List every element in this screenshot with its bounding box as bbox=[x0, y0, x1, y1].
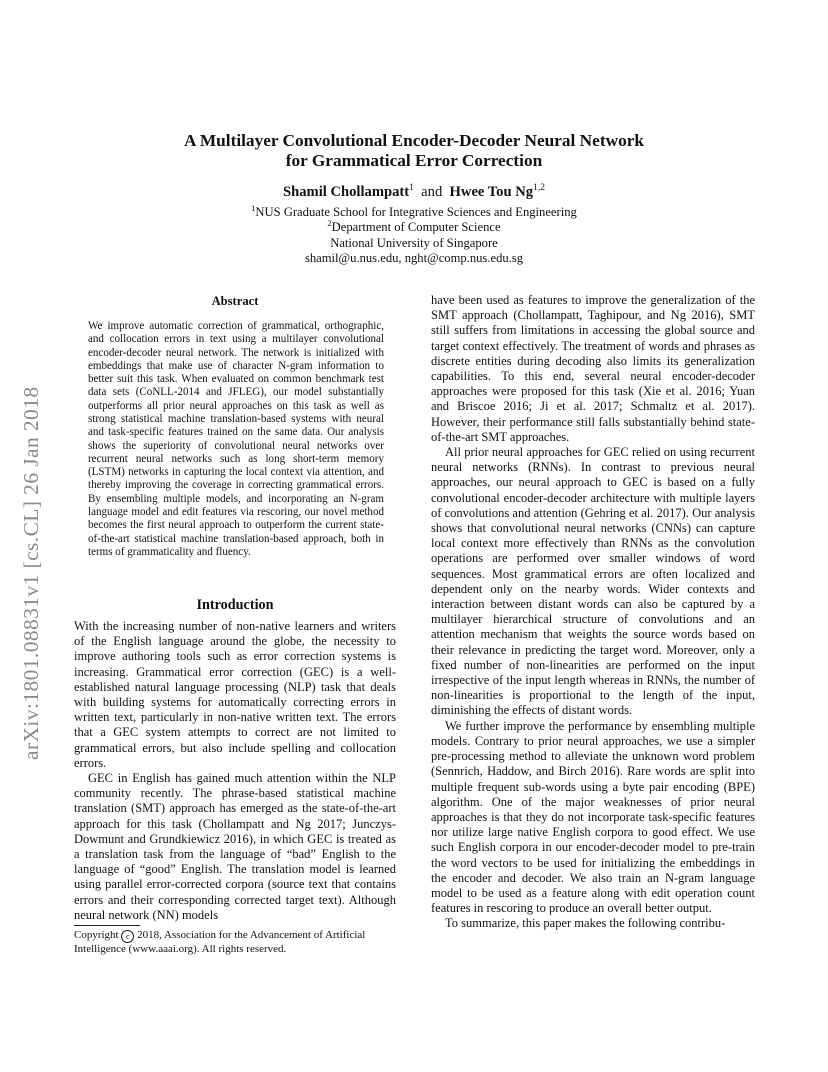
author-emails: shamil@u.nus.edu, nght@comp.nus.edu.sg bbox=[304, 250, 524, 265]
copyright-footnote: Copyright c 2018, Association for the Advancement of Artificial Intelligence (www.aaai.org). All rights reserved. bbox=[74, 929, 366, 955]
author-conjunction: and bbox=[421, 184, 443, 200]
affiliation-line: National University of Singapore bbox=[330, 235, 498, 250]
body-paragraph: To summarize, this paper makes the following contribu- bbox=[445, 916, 726, 931]
title-line-1: A Multilayer Convolutional Encoder-Decoder Neural Network bbox=[184, 131, 644, 150]
author-2-affiliation-mark: 1,2 bbox=[533, 183, 545, 193]
intro-paragraph-2: GEC in English has gained much attention within the NLP community recently. The phrase-based statistical machine translation (SMT) approach has emerged as the state-of-the-art approach for this task (Chollampatt and Ng 2017; Junczys-Dowmunt and Grundkiewicz 2016), in which GEC is treated as a translation task from the language of “bad” English to the language of “good” English. The translation model is learned using parallel error-corrected corpora (source text that contains errors and their corresponding corrected target text). Although neural network (NN) models bbox=[74, 771, 396, 922]
author-line bbox=[74, 183, 754, 201]
author-1-name: Shamil Chollampatt bbox=[283, 184, 410, 200]
body-paragraph: have been used as features to improve the generalization of the SMT approach (Chollampatt, Taghipour, and Ng 2016), SMT still suffers from limitations in accessing the global source and target context effectively. The treatment of words and phrases as discrete entities during decoding also limits its generalization capabilities. To this end, several neural encoder-decoder approaches were proposed for this task (Xie et al. 2016; Yuan and Briscoe 2016; Ji et al. 2017; Schmaltz et al. 2017). However, their performance still falls substantially behind state-of-the-art SMT approaches. bbox=[431, 293, 755, 444]
author-2-name: Hwee Tou Ng bbox=[449, 184, 534, 200]
affiliations bbox=[74, 205, 754, 266]
body-paragraph: All prior neural approaches for GEC relied on using recurrent neural networks (RNNs). In contrast to previous neural approaches, our neural approach to GEC is based on a fully convolutional encoder-decoder architecture with multiple layers of convolutions and attention (Gehring et al. 2017). Our analysis shows that convolutional neural networks (CNNs) can capture local context more effectively than RNNs as the convolution operations are performed over smaller windows of word sequences. Most grammatical errors are often localized and dependent only on the nearby words. Wider contexts and interaction between distant words can also be captured by a multilayer hierarchical structure of convolutions and an attention mechanism that weights the source words based on their relevance in predicting the target word. Moreover, only a fixed number of non-linearities are performed on the input irrespective of the input length whereas in RNNs, the number of non-linearities is proportional to the length of the input, diminishing the effects of distant words. bbox=[431, 445, 755, 718]
right-column-text bbox=[431, 293, 755, 932]
left-column-text bbox=[74, 619, 396, 923]
affiliation-line: $^1$NUS Graduate School for Integrative Sciences and Engineering bbox=[251, 203, 577, 219]
affiliation-line: $^2$Department of Computer Science bbox=[327, 218, 501, 235]
author-1-affiliation-mark: 1 bbox=[409, 183, 414, 193]
footnote-rule bbox=[74, 925, 140, 926]
title-line-2: for Grammatical Error Correction bbox=[285, 151, 543, 170]
abstract-body: We improve automatic correction of grammatical, orthographic, and collocation errors in text using a multilayer convolutional encoder-decoder neural network. The network is initialized with embeddings that make use of character N-gram information to better suit this task. When evaluated on common benchmark test data sets (CoNLL-2014 and JFLEG), our model substantially outperforms all prior neural approaches on this task as well as strong statistical machine translation-based systems with neural and task-specific features trained on the same data. Our analysis shows the superiority of convolutional neural networks over recurrent neural networks such as long short-term memory (LSTM) networks in capturing the local context via attention, and thereby improving the coverage in correcting grammatical errors. By ensembling multiple models, and incorporating an N-gram language model and edit features via rescoring, our novel method becomes the first neural approach to outperform the current state-of-the-art statistical machine translation-based approach, both in terms of grammaticality and fluency. bbox=[88, 320, 384, 558]
body-paragraph: We further improve the performance by ensembling multiple models. Contrary to prior neural approaches, we use a simpler pre-processing method to alleviate the unknown word problem (Sennrich, Haddow, and Birch 2016). Rare words are split into multiple frequent sub-words using a byte pair encoding (BPE) algorithm. One of the major weaknesses of prior neural approaches is that they do not incorporate task-specific features nor utilize large native English corpora to good effect. We use such English corpora in our encoder-decoder model to pre-train the word vectors to be used for initializing the embeddings in the encoder and decoder. We also train an N-gram language model to be used as a feature along with edit operation count features in rescoring to produce an overall better output. bbox=[431, 718, 755, 916]
abstract-heading: Abstract bbox=[211, 294, 259, 308]
paper-title bbox=[74, 131, 754, 171]
arxiv-identifier: arXiv:1801.08831v1 [cs.CL] 26 Jan 2018 bbox=[19, 386, 43, 760]
intro-paragraph-1: With the increasing number of non-native learners and writers of the English language around the globe, the necessity to improve authoring tools such as error correction systems is increasing. Grammatical error correction (GEC) is a well-established natural language processing (NLP) task that deals with building systems for automatically correcting errors in written text, particularly in non-native written text. The errors that a GEC system attempts to correct are not limited to grammatical errors, but also include spelling and collocation errors. bbox=[74, 619, 396, 770]
introduction-heading: Introduction bbox=[196, 597, 274, 613]
copyright-icon: c bbox=[121, 930, 134, 943]
